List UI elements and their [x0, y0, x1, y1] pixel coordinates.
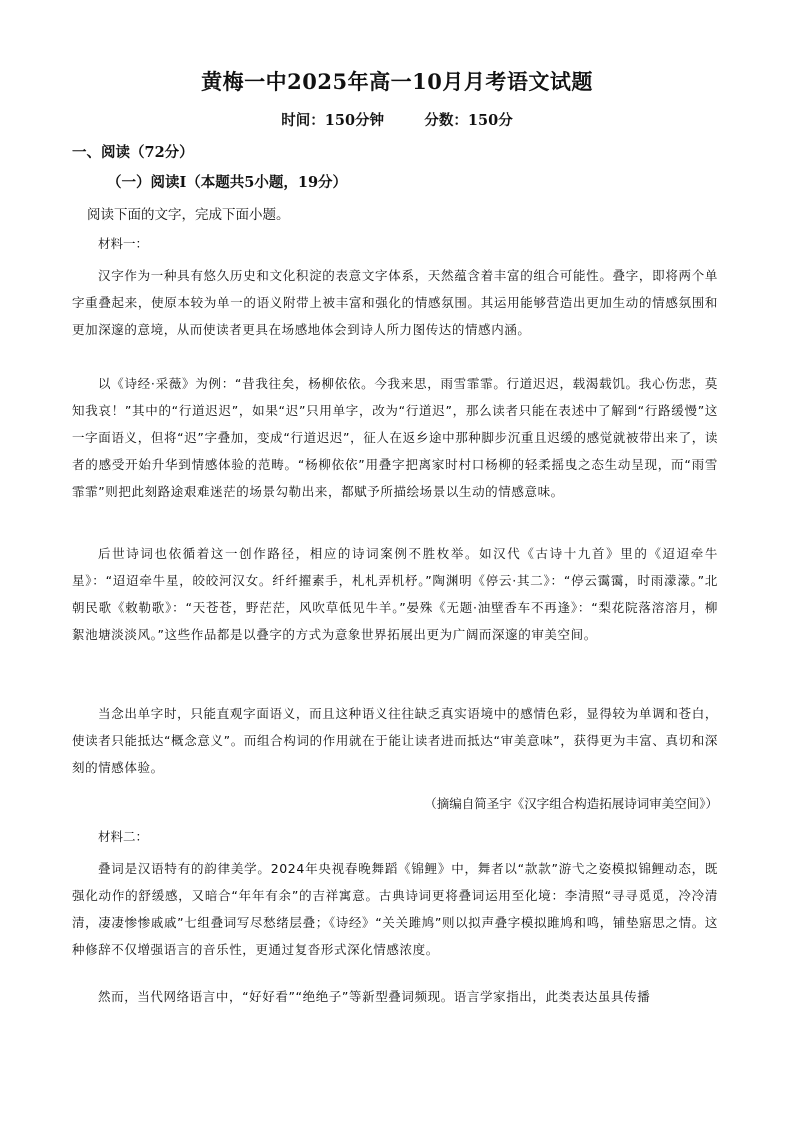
paragraph: 汉字作为一种具有悠久历史和文化积淀的表意文字体系，天然蕴含着丰富的组合可能性。叠字，即将两个单字重叠起来，使原本较为单一的语义附带上被丰富和强化的情感氛围。其运用能够营造出更加生动的情感氛围和更加深邃的意境，从而使读者更具在场感地体会到诗人所力图传达的情感内涵。 — [72, 268, 718, 337]
paragraph: 然而，当代网络语言中，“好好看”“绝绝子”等新型叠词频现。语言学家指出，此类表达虽具传播 — [98, 989, 651, 1004]
material-label: 材料一： — [98, 236, 149, 251]
paragraph: 叠词是汉语特有的韵律美学。2024年央视春晚舞蹈《锦鲤》中，舞者以“款款”游弋之姿模拟锦鲤动态，既强化动作的舒缓感，又暗合“年年有余”的吉祥寓意。古典诗词更将叠词运用至化境：李清照“寻寻觅觅，冷冷清清，凄凄惨惨戚戚”七组叠词写尽愁绪层叠；《诗经》“关关雎鸠”则以拟声叠字模拟雎鸠和鸣，铺垫寤思之情。这种修辞不仅增强语言的音乐性，更通过复沓形式深化情感浓度。 — [72, 861, 718, 957]
material-label: 材料二： — [98, 829, 149, 844]
paragraph: 以《诗经·采薇》为例：“昔我往矣，杨柳依依。今我来思，雨雪霏霏。行道迟迟，载渴载饥。我心伤悲，莫知我哀！”其中的“行道迟迟”，如果“迟”只用单字，改为“行道迟”，那么读者只能在表述中了解到“行路缓慢”这一字面语义，但将“迟”字叠加，变成“行道迟迟”，征人在返乡途中那种脚步沉重且迟缓的感觉就被带出来了，读者的感受开始升华到情感体验的范畴。“杨柳依依”用叠字把离家时村口杨柳的轻柔摇曳之态生动呈现，而“雨雪霏霏”则把此刻路途艰难迷茫的场景勾勒出来，都赋予所描绘场景以生动的情感意味。 — [72, 376, 718, 499]
instruction-text: 阅读下面的文字，完成下面小题。 — [87, 207, 290, 223]
source-citation: （摘编自简圣宇《汉字组合构造拓展诗词审美空间》） — [424, 796, 718, 811]
page-title: 黄梅一中2025年高一10月月考语文试题 — [201, 69, 593, 94]
section-heading: 一、阅读（72分） — [72, 144, 194, 161]
part-heading: （一）阅读Ⅰ（本题共5小题，19分） — [107, 174, 348, 191]
paragraph: 后世诗词也依循着这一创作路径，相应的诗词案例不胜枚举。如汉代《古诗十九首》里的《迢迢牵牛星》：“迢迢牵牛星，皎皎河汉女。纤纤擢素手，札札弄机杼。”陶渊明《停云·其二》：“停云霭霭，时雨濛濛。”北朝民歌《敕勒歌》：“天苍苍，野茫茫，风吹草低见牛羊。”晏殊《无题·油壁香车不再逢》：“梨花院落溶溶月，柳絮池塘淡淡风。”这些作品都是以叠字的方式为意象世界拓展出更为广阔而深邃的审美空间。 — [72, 546, 718, 642]
paragraph: 当念出单字时，只能直观字面语义，而且这种语义往往缺乏真实语境中的感情色彩，显得较为单调和苍白，使读者只能抵达“概念意义”。而组合构词的作用就在于能让读者进而抵达“审美意味”，获得更为丰富、真切和深刻的情感体验。 — [72, 706, 718, 775]
time-score-line: 时间：150分钟 分数：150分 — [281, 112, 513, 129]
